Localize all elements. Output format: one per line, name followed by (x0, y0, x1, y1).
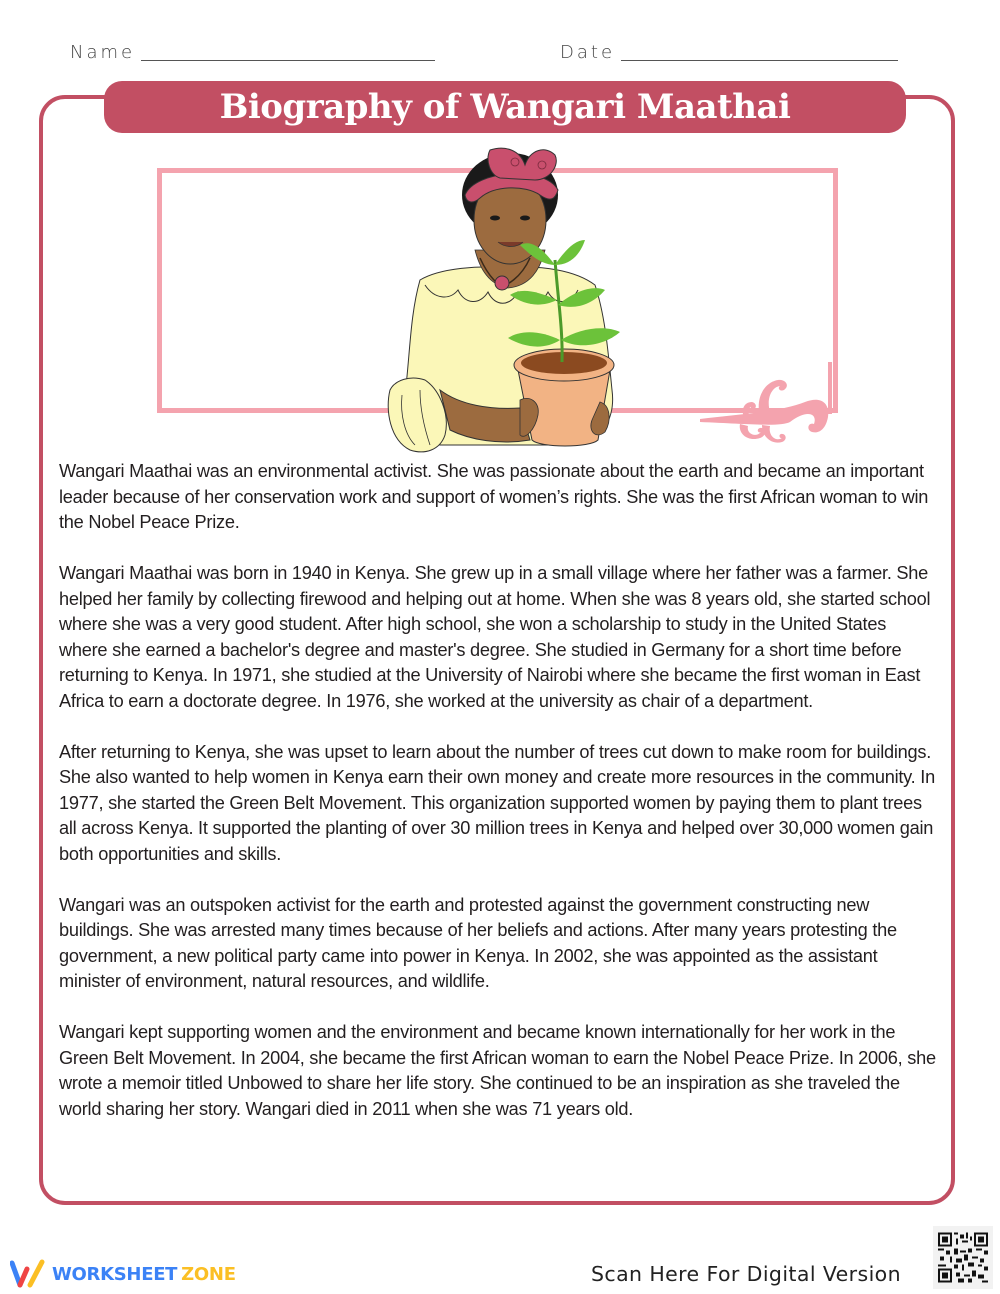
page-title: Biography of Wangari Maathai (219, 87, 791, 127)
paragraph-legacy: Wangari kept supporting women and the environment and became known internationally for her work in the Green Belt Movement. In 2004, she became the first African woman to earn the Nobel Peace Prize. In 2006, she wrote a memoir titled Unbowed to share her life story. She continued to be an inspiration as she traveled the world sharing her story. Wangari died in 2011 when she was 71 years old. (59, 1022, 936, 1119)
date-label: Date (560, 42, 616, 63)
logo-text-worksheet: WORKSHEET (52, 1263, 178, 1285)
name-field-line[interactable] (141, 60, 435, 61)
name-date-header (0, 42, 1000, 66)
biography-text (59, 459, 939, 1148)
paragraph-early-life: Wangari Maathai was born in 1940 in Kenya. She grew up in a small village where her father was a farmer. She helped her family by collecting firewood and helping out at home. When she was 8 years old, she started school where she was a very good student. After high school, she won a scholarship to study in the United States where she earned a bachelor's degree and master's degree. She studied in Germany for a short time before returning to Kenya. In 1971, she studied at the University of Nairobi where she became the first woman in East Africa to earn a doctorate degree. In 1976, she worked at the university as chair of a department. (59, 563, 931, 711)
worksheetzone-logo-icon (10, 1259, 46, 1289)
qr-code-icon[interactable] (933, 1226, 993, 1289)
name-label: Name (70, 42, 136, 63)
date-field-line[interactable] (621, 60, 898, 61)
scan-instruction: Scan Here For Digital Version (591, 1262, 902, 1286)
logo-text-zone: ZONE (181, 1263, 236, 1285)
title-banner (104, 81, 906, 133)
paragraph-green-belt: After returning to Kenya, she was upset to learn about the number of trees cut down to make room for buildings. She also wanted to help women in Kenya earn their own money and create more resources in the community. In 1977, she started the Green Belt Movement. This organization supported women by paying them to plant trees all across Kenya. It supported the planting of over 30 million trees in Kenya and helped over 30,000 women gain both opportunities and skills. (59, 741, 935, 864)
paragraph-activism: Wangari was an outspoken activist for the earth and protested against the government constructing new buildings. She was arrested many times because of her beliefs and actions. After many years protesting the government, a new political party came into power in Kenya. In 2002, she was appointed as the assistant minister of environment, natural resources, and wildlife. (59, 894, 897, 991)
paragraph-intro: Wangari Maathai was an environmental activist. She was passionate about the earth and became an important leader because of her conservation work and support of women’s rights. She was the first African woman to win the Nobel Peace Prize. (59, 461, 929, 532)
flourish-ornament-icon (700, 362, 835, 447)
worksheetzone-logo[interactable] (10, 1258, 236, 1290)
wangari-illustration (380, 140, 640, 455)
